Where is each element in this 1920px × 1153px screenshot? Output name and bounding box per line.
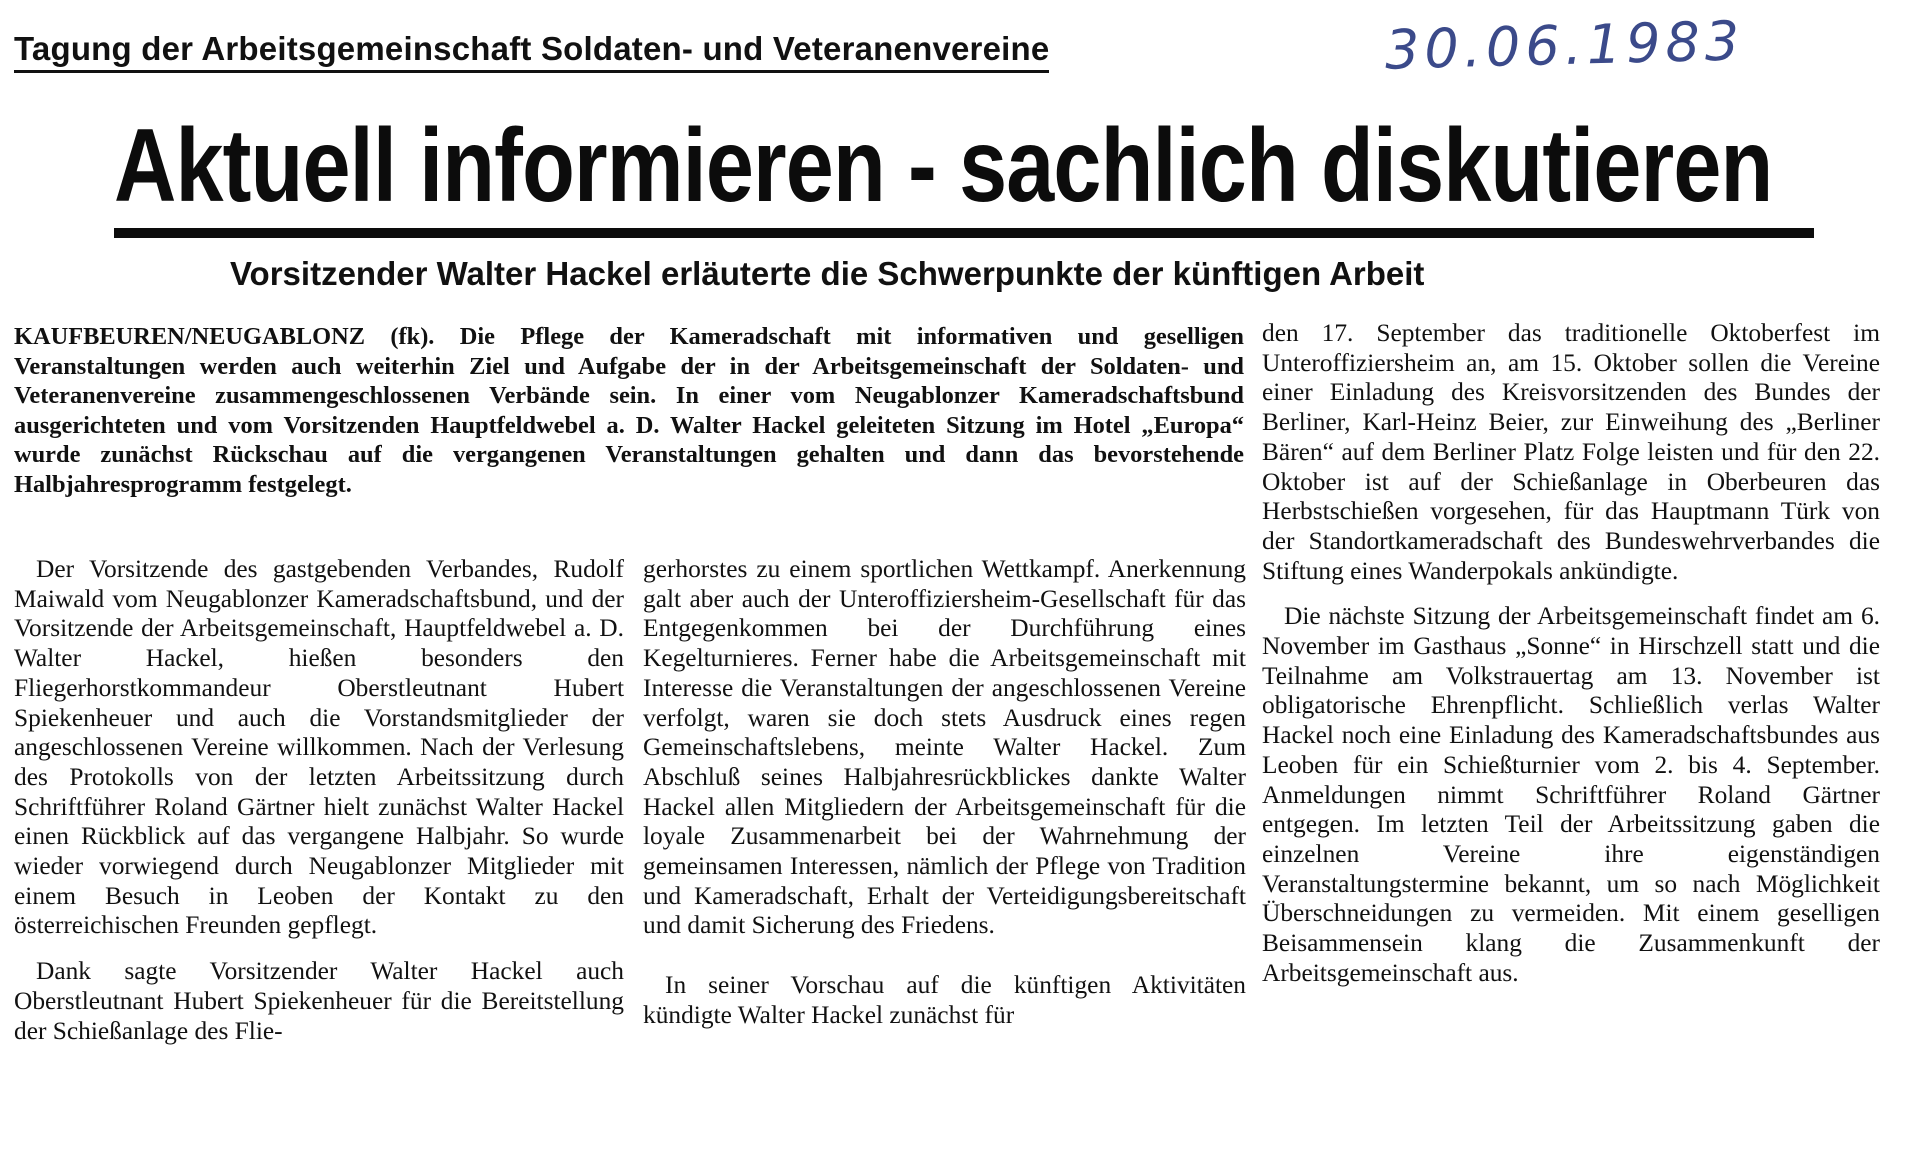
headline-rule: [114, 228, 1814, 238]
headline: Aktuell informieren - sachlich diskutieren: [114, 108, 1773, 224]
kicker-line: Tagung der Arbeitsgemeinschaft Soldaten- und Veteranenvereine: [14, 30, 1049, 73]
column-3: [1262, 319, 1880, 988]
paragraph: den 17. September das traditionelle Oktoberfest im Unteroffiziersheim an, am 15. Oktober sollen die Vereine einer Einladung des Kreisvorsitzenden des Bundes der Berliner, Karl-Heinz Beier, zur Einweihung des „Berliner Bären“ auf dem Berliner Platz Folge leisten und für den 22. Oktober ist auf der Schießanlage in Oberbeuren das Herbstschießen vorgesehen, für das Hauptmann Türk von der Standortkameradschaft des Bundeswehrverbandes die Stiftung eines Wanderpokals ankündigte.: [1262, 319, 1880, 585]
paragraph: Der Vorsitzende des gastgebenden Verbandes, Rudolf Maiwald vom Neugablonzer Kameradschaftsbund, und der Vorsitzende der Arbeitsgemeinschaft, Hauptfeldwebel a. D. Walter Hackel, hießen besonders den Fliegerhorstkommandeur Oberstleutnant Hubert Spiekenheuer und auch die Vorstandsmitglieder der angeschlossenen Vereine willkommen. Nach der Verlesung des Protokolls von der letzten Arbeitssitzung durch Schriftführer Roland Gärtner hielt zunächst Walter Hackel einen Rückblick auf das vergangene Halbjahr. So wurde wieder vorwiegend durch Neugablonzer Mitglieder mit einem Besuch in Leoben der Kontakt zu den österreichischen Freunden gepflegt.: [14, 555, 624, 940]
paragraph: Die nächste Sitzung der Arbeitsgemeinschaft findet am 6. November im Gasthaus „Sonne“ in Hirschzell statt und die Teilnahme am Volkstrauertag am 13. November ist obligatorische Ehrenpflicht. Schließlich verlas Walter Hackel noch eine Einladung des Kameradschaftsbundes aus Leoben für ein Schießturnier vom 2. bis 4. September. Anmeldungen nimmt Schriftführer Roland Gärtner entgegen. Im letzten Teil der Arbeitssitzung gaben die einzelnen Vereine ihre eigenständigen Veranstaltungstermine bekannt, um so nach Möglichkeit Überschneidungen zu vermeiden. Mit einem geselligen Beisammensein klang die Zusammenkunft der Arbeitsgemeinschaft aus.: [1262, 602, 1880, 987]
paragraph: Dank sagte Vorsitzender Walter Hackel auch Oberstleutnant Hubert Spiekenheuer für die Bereitstellung der Schießanlage des Flie-: [14, 957, 624, 1045]
paragraph: In seiner Vorschau auf die künftigen Aktivitäten kündigte Walter Hackel zunächst für: [643, 971, 1246, 1029]
handwritten-date: 30.06.1983: [1384, 9, 1745, 82]
subheadline: Vorsitzender Walter Hackel erläuterte die Schwerpunkte der künftigen Arbeit: [230, 255, 1425, 292]
column-1: [14, 555, 624, 1046]
column-2: [643, 555, 1246, 1031]
paragraph: gerhorstes zu einem sportlichen Wettkampf. Anerkennung galt aber auch der Unteroffiziersheim-Gesellschaft für das Entgegenkommen bei der Durchführung eines Kegelturnieres. Ferner habe die Arbeitsgemeinschaft mit Interesse die Veranstaltungen der angeschlossenen Vereine verfolgt, waren sie doch stets Ausdruck eines regen Gemeinschaftslebens, meinte Walter Hackel. Zum Abschluß seines Halbjahresrückblickes dankte Walter Hackel allen Mitgliedern der Arbeitsgemeinschaft für die loyale Zusammenarbeit bei der Wahrnehmung der gemeinsamen Interessen, nämlich der Pflege von Tradition und Kameradschaft, Erhalt der Verteidigungsbereitschaft und damit Sicherung des Friedens.: [643, 555, 1246, 940]
lead-paragraph: KAUFBEUREN/NEUGABLONZ (fk). Die Pflege der Kameradschaft mit informativen und geselligen Veranstaltungen werden auch weiterhin Ziel und Aufgabe der in der Arbeitsgemeinschaft der Soldaten- und Veteranenvereine zusammengeschlossenen Verbände sein. In einer vom Neugablonzer Kameradschaftsbund ausgerichteten und vom Vorsitzenden Hauptfeldwebel a. D. Walter Hackel geleiteten Sitzung im Hotel „Europa“ wurde zunächst Rückschau auf die vergangenen Veranstaltungen gehalten und dann das bevorstehende Halbjahresprogramm festgelegt.: [14, 323, 1244, 498]
